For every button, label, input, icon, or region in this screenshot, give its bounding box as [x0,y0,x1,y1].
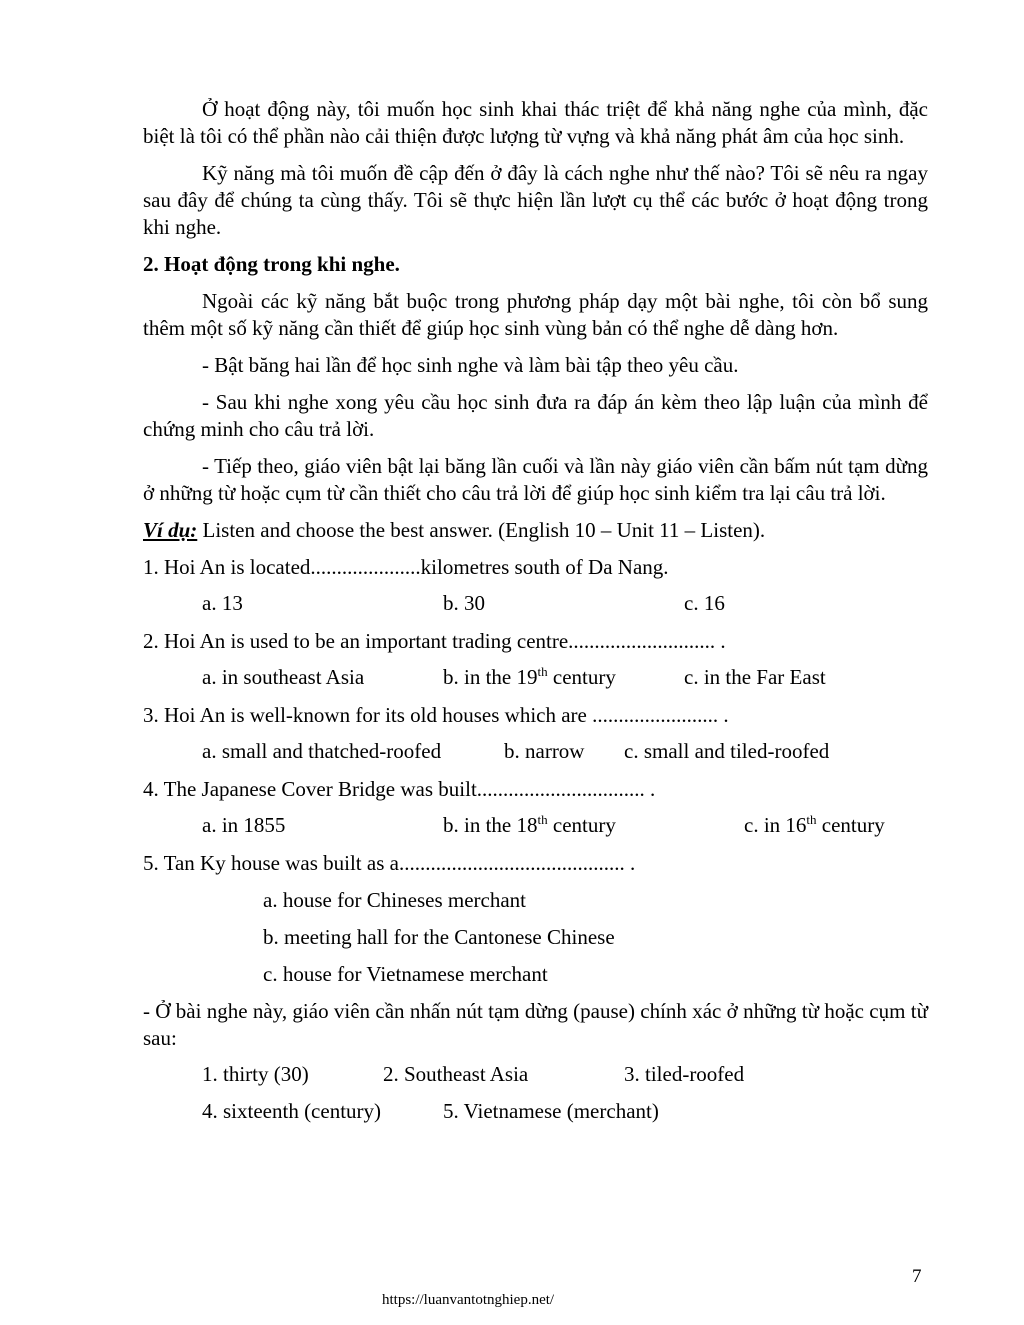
option-c: c. small and tiled-roofed [624,739,830,763]
bullet-item: - Sau khi nghe xong yêu cầu học sinh đưa ra đáp án kèm theo lập luận của mình để chứng minh cho câu trả lời. [143,390,928,441]
pause-words-row [143,1099,928,1126]
pause-word: 5. Vietnamese (merchant) [443,1099,659,1123]
pause-words-row [143,1062,928,1089]
superscript: th [537,664,548,679]
option-b-text: century [547,665,616,689]
pause-word: 3. tiled-roofed [624,1062,745,1086]
option-a: a. small and thatched-roofed [202,739,442,763]
pause-word: 4. sixteenth (century) [202,1099,382,1123]
section-heading: 2. Hoạt động trong khi nghe. [143,252,400,276]
option-a: a. in southeast Asia [202,665,365,689]
pause-word: 2. Southeast Asia [383,1062,529,1086]
question-stem: 4. The Japanese Cover Bridge was built................................ . [143,777,656,801]
option-b: b. meeting hall for the Cantonese Chinese [263,925,615,949]
option-c [744,813,885,838]
example-text: Listen and choose the best answer. (English 10 – Unit 11 – Listen). [197,518,766,542]
document-body [143,96,928,1136]
option-b-text: b. in the 19 [443,665,538,689]
superscript: th [537,812,548,827]
question-stem: 2. Hoi An is used to be an important trading centre............................ . [143,629,726,653]
superscript: th [806,812,817,827]
option-c: c. house for Vietnamese merchant [263,962,548,986]
answer-options [143,665,928,692]
question-stem: 5. Tan Ky house was built as a........................................... . [143,851,636,875]
option-c: c. in the Far East [684,665,826,689]
bullet-item: - Tiếp theo, giáo viên bật lại băng lần cuối và lần này giáo viên cần bấm nút tạm dừng ở những từ hoặc cụm từ cần thiết cho câu trả lời để giúp học sinh kiểm tra lại câu trả lời. [143,454,928,505]
option-b-text: century [547,813,616,837]
paragraph: Kỹ năng mà tôi muốn đề cập đến ở đây là cách nghe như thế nào? Tôi sẽ nêu ra ngay sau đây để chúng ta cùng thấy. Tôi sẽ thực hiện lần lượt cụ thể các bước ở hoạt động trong khi nghe. [143,161,928,239]
pause-word: 1. thirty (30) [202,1062,309,1086]
answer-options [143,591,928,618]
option-c-text: c. in 16 [744,813,807,837]
bullet-item: - Bật băng hai lần để học sinh nghe và làm bài tập theo yêu cầu. [202,353,739,377]
page-number: 7 [912,1266,922,1287]
option-c-text: century [816,813,885,837]
answer-options [143,739,928,766]
example-line [143,517,928,544]
option-c: c. 16 [684,591,725,615]
pause-note: - Ở bài nghe này, giáo viên cần nhấn nút tạm dừng (pause) chính xác ở những từ hoặc cụm từ sau: [143,999,928,1050]
option-a: a. in 1855 [202,813,286,837]
question-stem: 3. Hoi An is well-known for its old houses which are ........................ . [143,703,729,727]
example-label: Ví dụ: [143,518,198,542]
paragraph: Ở hoạt động này, tôi muốn học sinh khai thác triệt để khả năng nghe của mình, đặc biệt là tôi có thể phần nào cải thiện được lượng từ vựng và khả năng phát âm của học sinh. [143,97,928,148]
option-b: b. 30 [443,591,485,615]
question-stem: 1. Hoi An is located.....................kilometres south of Da Nang. [143,555,669,579]
answer-options [143,813,928,840]
option-a: a. 13 [202,591,243,615]
option-b-text: b. in the 18 [443,813,538,837]
option-a: a. house for Chineses merchant [263,888,527,912]
footer-url[interactable]: https://luanvantotnghiep.net/ [382,1292,555,1308]
option-b [443,813,616,838]
option-b: b. narrow [504,739,585,763]
option-b [443,665,616,690]
paragraph: Ngoài các kỹ năng bắt buộc trong phương pháp dạy một bài nghe, tôi còn bổ sung thêm một số kỹ năng cần thiết để giúp học sinh vùng bản có thể nghe dễ dàng hơn. [143,289,928,340]
